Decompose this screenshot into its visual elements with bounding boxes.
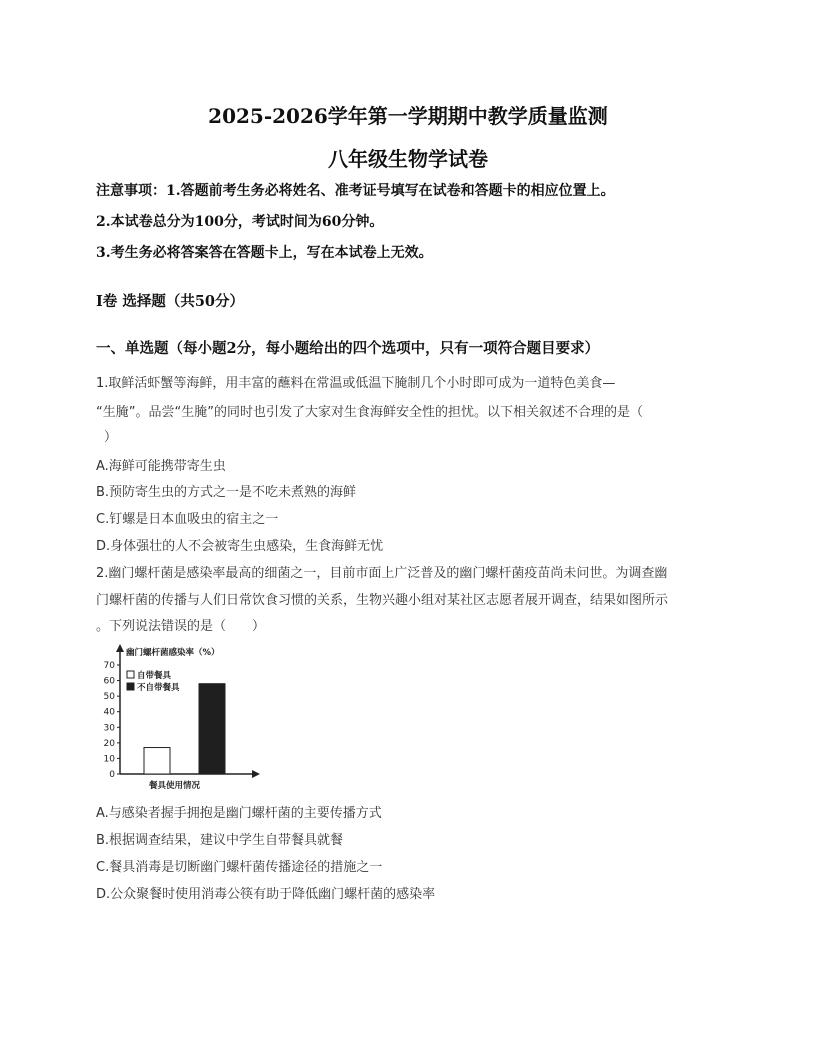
- q2-option-d: D.公众聚餐时使用消毒公筷有助于降低幽门螺杆菌的感染率: [96, 887, 436, 902]
- y-tick-label: 70: [103, 661, 115, 671]
- y-tick-label: 10: [103, 754, 115, 765]
- legend-swatch: [127, 683, 134, 690]
- q2-stem-line-1: 2.幽门螺杆菌是感染率最高的细菌之一，目前市面上广泛普及的幽门螺杆菌疫苗尚未问世。为调查幽: [96, 566, 668, 581]
- y-tick-label: 60: [103, 676, 115, 687]
- note-line-2: 2.本试卷总分为100分，考试时间为60分钟。: [96, 214, 384, 230]
- note-line-3: 3.考生务必将答案答在答题卡上，写在本试卷上无效。: [96, 245, 433, 261]
- legend-label: 不自带餐具: [137, 683, 180, 693]
- infection-rate-chart: [94, 642, 274, 792]
- note-line-1: 注意事项：1.答题前考生务必将姓名、准考证号填写在试卷和答题卡的相应位置上。: [96, 183, 615, 199]
- q1-option-b: B.预防寄生虫的方式之一是不吃未煮熟的海鲜: [96, 485, 357, 500]
- bar-own-utensils: [144, 748, 170, 774]
- q2-option-b: B.根据调查结果，建议中学生自带餐具就餐: [96, 833, 344, 848]
- y-tick-label: 30: [103, 723, 115, 734]
- y-tick-label: 20: [103, 738, 115, 749]
- x-axis-arrow-icon: [252, 770, 260, 778]
- y-axis-arrow-icon: [116, 644, 124, 652]
- q2-stem-line-2: 门螺杆菌的传播与人们日常饮食习惯的关系，生物兴趣小组对某社区志愿者展开调查，结果如图所示: [96, 593, 669, 608]
- part-heading: Ⅰ卷 选择题（共50分）: [96, 293, 245, 310]
- q2-stem-line-3: 。下列说法错误的是（ ）: [96, 619, 266, 634]
- q1-stem-line-3: ）: [104, 430, 118, 445]
- legend-label: 自带餐具: [137, 671, 172, 681]
- q1-stem-line-1: 1.取鲜活虾蟹等海鲜，用丰富的蘸料在常温或低温下腌制几个小时即可成为一道特色美食—: [96, 376, 616, 391]
- section-heading: 一、单选题（每小题2分，每小题给出的四个选项中，只有一项符合题目要求）: [96, 340, 600, 357]
- chart-title: 幽门螺杆菌感染率（%）: [126, 648, 220, 658]
- q1-stem-line-2: “生腌”。品尝“生腌”的同时也引发了大家对生食海鲜安全性的担忧。以下相关叙述不合理的是（: [96, 405, 643, 420]
- q2-option-c: C.餐具消毒是切断幽门螺杆菌传播途径的措施之一: [96, 860, 383, 875]
- page-subtitle: 八年级生物学试卷: [328, 147, 488, 171]
- bar-no-own-utensils: [199, 684, 225, 774]
- legend-swatch: [127, 671, 134, 678]
- q1-option-a: A.海鲜可能携带寄生虫: [96, 459, 226, 474]
- q1-option-d: D.身体强壮的人不会被寄生虫感染，生食海鲜无忧: [96, 539, 384, 554]
- y-tick-label: 50: [103, 692, 115, 703]
- y-tick-label: 40: [103, 707, 115, 718]
- x-axis-label: 餐具使用情况: [149, 781, 201, 791]
- y-tick-label: 0: [109, 770, 115, 780]
- q2-option-a: A.与感染者握手拥抱是幽门螺杆菌的主要传播方式: [96, 806, 382, 821]
- q1-option-c: C.钉螺是日本血吸虫的宿主之一: [96, 512, 279, 527]
- page-title: 2025-2026学年第一学期期中教学质量监测: [208, 104, 608, 128]
